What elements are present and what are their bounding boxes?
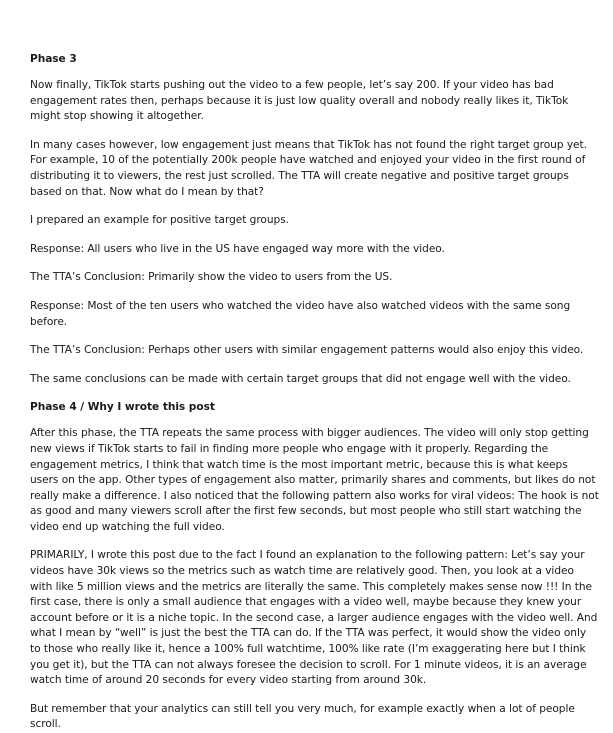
paragraph: In many cases however, low engagement just means that TikTok has not found the right target group yet. For example, 10 of the potentially 200k people have watched and enjoyed your video in the first round of distributing it to viewers, the rest just scrolled. The TTA will create negative and positive target groups based on that. Now what do I mean by that? [30, 138, 587, 198]
paragraph: After this phase, the TTA repeats the same process with bigger audiences. The video will only stop getting new views if TikTok starts to fail in finding more people who engage with it properly. Regarding the engagement metrics, I think that watch time is the most important metric, because this is what keeps users on the app. Other types of engagement also matter, primarily shares and comments, but likes do not really make a difference. I also noticed that the following pattern also works for viral videos: The hook is not as good and many viewers scroll after the first few seconds, but most people who still start watching the video end up watching the full video. [30, 427, 599, 533]
paragraph: Response: Most of the ten users who watched the video have also watched videos with the same song before. [30, 299, 571, 328]
paragraph: Now finally, TikTok starts pushing out the video to a few people, let’s say 200. If your video has bad engagement rates then, perhaps because it is just low quality overall and nobody really likes it, TikTok might stop showing it altogether. [30, 79, 569, 123]
paragraph: Response: All users who live in the US have engaged way more with the video. [30, 242, 445, 255]
section-heading-phase-4: Phase 4 / Why I wrote this post [30, 401, 215, 414]
paragraph: The TTA’s Conclusion: Perhaps other users with similar engagement patterns would also enjoy this video. [30, 344, 584, 357]
paragraph: I prepared an example for positive target groups. [30, 214, 289, 227]
paragraph: PRIMARILY, I wrote this post due to the fact I found an explanation to the following pattern: Let’s say your videos have 30k views so the metrics such as watch time are relatively good. Then, you look at a video with like 5 million views and the metrics are literally the same. This completely makes sense now !!! In the first case, there is only a small audience that engages with a video well, maybe because they knew your account before or it is a niche topic. In the second case, a larger audience engages with the video well. And what I mean by “well” is just the best the TTA can do. If the TTA was perfect, it would show the video only to those who really like it, hence a 100% full watchtime, 100% like rate (I’m exaggerating here but I think you get it), but the TTA can not always foresee the decision to scroll. For 1 minute videos, it is an average watch time of around 20 seconds for every video starting from around 30k. [30, 549, 598, 687]
paragraph: The TTA’s Conclusion: Primarily show the video to users from the US. [30, 271, 393, 284]
paragraph: But remember that your analytics can still tell you very much, for example exactly when a lot of people scroll. [30, 702, 575, 731]
section-heading-phase-3: Phase 3 [30, 53, 77, 65]
paragraph: The same conclusions can be made with certain target groups that did not engage well with the video. [30, 372, 571, 385]
